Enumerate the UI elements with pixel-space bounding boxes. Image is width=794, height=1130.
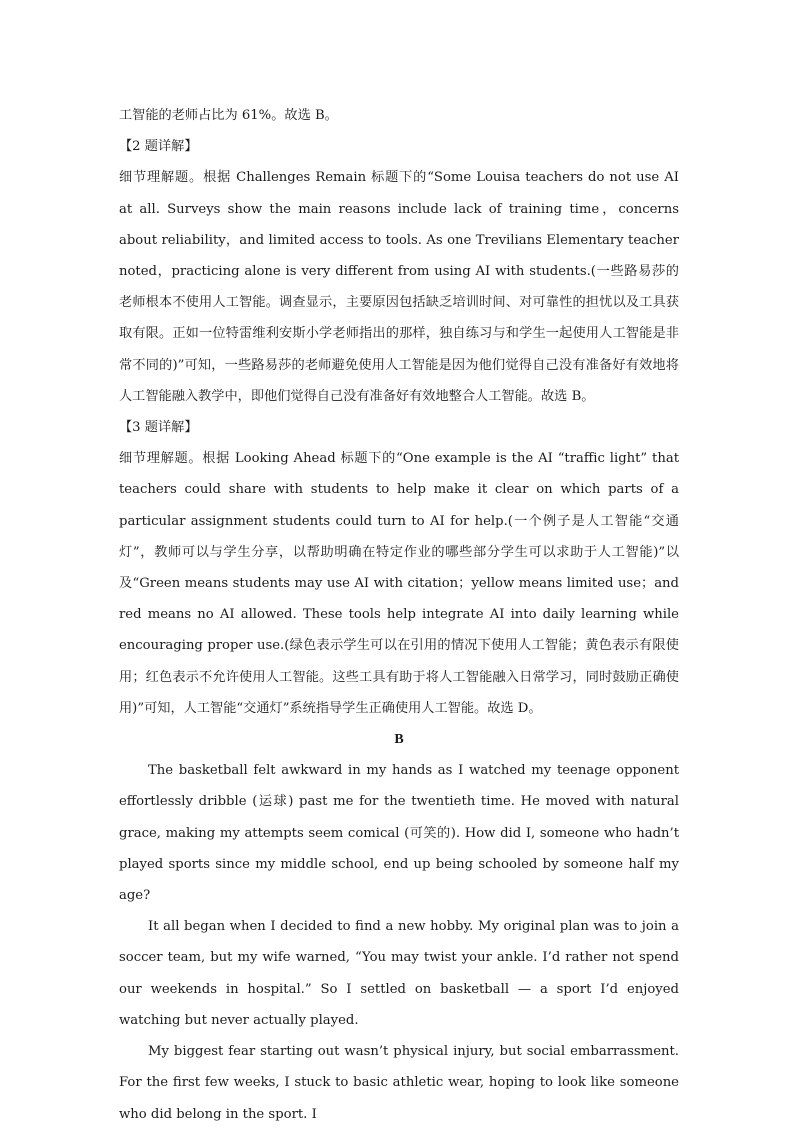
passage-b-paragraph-1: The basketball felt awkward in my hands as I watched my teenage opponent effortlessly dribble (运球) past me for the twentieth time. He moved with natural grace, making my attempts seem comical (可笑的). How did I, someone who hadn’t played sports since my middle school, end up being schooled by someone half my age? bbox=[119, 763, 679, 904]
q2-heading: 【2 题详解】 bbox=[119, 139, 198, 155]
q2-explanation: 细节理解题。根据 Challenges Remain 标题下的“Some Louisa teachers do not use AI at all. Surveys show the main reasons include lack of training time，concerns about reliability，and limited access to tools. As one Trevilians Elementary teacher noted，practicing alone is very different from using AI with students.(一些路易莎的老师根本不使用人工智能。调查显示，主要原因包括缺乏培训时间、对可靠性的担忧以及工具获取有限。正如一位特雷维利安斯小学老师指出的那样，独自练习与和学生一起使用人工智能是非常不同的)”可知，一些路易莎的老师避免使用人工智能是因为他们觉得自己没有准备好有效地将人工智能融入教学中，即他们觉得自己没有准备好有效地整合人工智能。故选 B。 bbox=[119, 170, 679, 404]
q3-heading: 【3 题详解】 bbox=[119, 420, 198, 436]
passage-b-paragraph-3: My biggest fear starting out wasn’t physical injury, but social embarrassment. For the first few weeks, I stuck to basic athletic wear, hoping to look like someone who did belong in the sport. I bbox=[119, 1044, 679, 1122]
intro-paragraph: 工智能的老师占比为 61%。故选 B。 bbox=[119, 108, 338, 123]
document-body bbox=[119, 100, 679, 1130]
passage-b-paragraph-2: It all began when I decided to find a new hobby. My original plan was to join a soccer team, but my wife warned, “You may twist your ankle. I’d rather not spend our weekends in hospital.” So I settled on basketball — a sport I’d enjoyed watching but never actually played. bbox=[119, 919, 679, 1028]
section-b-title: B bbox=[394, 732, 404, 748]
q3-explanation: 细节理解题。根据 Looking Ahead 标题下的“One example is the AI “traffic light” that teachers could share with students to help make it clear on which parts of a particular assignment students could turn to AI for help.(一个例子是人工智能“交通灯”，教师可以与学生分享，以帮助明确在特定作业的哪些部分学生可以求助于人工智能)”以及“Green means students may use AI with citation；yellow means limited use；and red means no AI allowed. These tools help integrate AI into daily learning while encouraging proper use.(绿色表示学生可以在引用的情况下使用人工智能；黄色表示有限使用；红色表示不允许使用人工智能。这些工具有助于将人工智能融入日常学习，同时鼓励正确使用)”可知，人工智能“交通灯”系统指导学生正确使用人工智能。故选 D。 bbox=[119, 451, 680, 716]
